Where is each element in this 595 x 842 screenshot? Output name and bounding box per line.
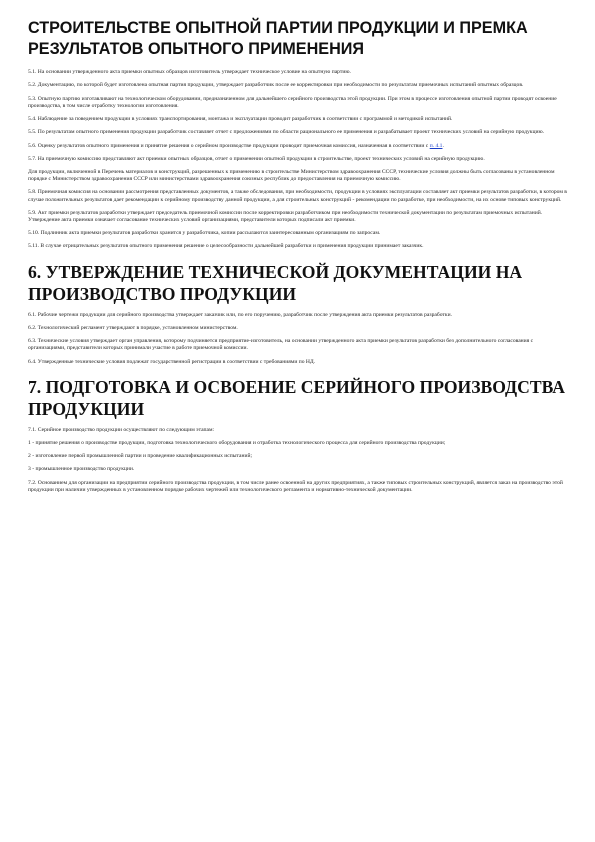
paragraph-5-1: 5.1. На основании утвержденного акта приемки опытных образцов изготовитель утверждает техническое условие на опытную партию. (28, 69, 351, 75)
paragraph-5-5: 5.5. По результатам опытного применения продукции разработчик составляет отчет с предложениями по области рационального ее применения и разрабатывает проект технических условий на серийную продукцию. (28, 129, 545, 136)
paragraph-5-6 (28, 143, 567, 150)
paragraph-note: Для продукции, включенной в Перечень материалов и конструкций, разрешенных к применению в строительстве Министерством здравоохранения СССР, технические условия должны быть согласованы в установленном порядке с Министерством здравоохранения СССР или министерствами здравоохранения союзных республик до предоставления на приемочную комиссию. (28, 169, 555, 183)
paragraph-7-1-stage-2: 2 - изготовление первой промышленной партии и проведение квалификационных испытаний; (28, 453, 253, 460)
section-7-heading: 7. ПОДГОТОВКА И ОСВОЕНИЕ СЕРИЙНОГО ПРОИЗВОДСТВА ПРОДУКЦИИ (28, 376, 565, 419)
paragraph-6-4: 6.4. Утвержденные технические условия подлежат государственной регистрации в соответствии с требованиями по НД. (28, 358, 316, 365)
paragraph-5-8: 5.8. Приемочная комиссия на основании рассмотрения представленных документов, а также обследования, при необходимости, продукции в условиях эксплуатации составляет акт приемки результатов разработки, в котором в случае положительных результатов дает рекомендации к серийному производству данной продукции, а для строительных конструкций - рекомендации по разработке, при необходимости, на их основе типовых конструкций. (28, 189, 567, 203)
page-heading: СТРОИТЕЛЬСТВЕ ОПЫТНОЙ ПАРТИИ ПРОДУКЦИИ И ПРЕМКА РЕЗУЛЬТАТОВ ОПЫТНОГО ПРИМЕНЕНИЯ (28, 19, 528, 58)
paragraph-5-7: 5.7. На приемочную комиссию представляют акт приемки опытных образцов, отчет о применении опытной продукции в строительстве, проект технических условий на серийную продукцию. (28, 155, 485, 162)
paragraph-5-3: 5.3. Опытную партию изготавливают на технологическом оборудовании, предназначенном для дальнейшего серийного производства этой продукции. При этом в процессе изготовления опытной партии проводят освоение производства, в том числе отработку технологии изготовления. (28, 95, 557, 109)
paragraph-5-10: 5.10. Подлинник акта приемки результатов разработки хранится у разработчика, копии рассылаются заинтересованным организациям по запросам. (28, 230, 381, 237)
paragraph-5-9: 5.9. Акт приемки результатов разработки утверждает председатель приемочной комиссии после корректировки разработчиком при необходимости технической документации по результатам приемочных испытаний. Утверждение акта приемки означает согласование технических условий организациями, представители которых подписали акт приемки. (28, 209, 543, 223)
paragraph-7-2: 7.2. Основанием для организации на предприятии серийного производства продукции, в том числе ранее освоенной на других предприятиях, а также типовых строительных конструкций, является заказ на производство этой продукции при наличии утвержденных в установленном порядке рабочих чертежей или технологического регламента и нормативно-технической документации. (28, 479, 563, 493)
paragraph-6-2: 6.2. Технологический регламент утверждают в порядке, установленном министерством. (28, 324, 238, 331)
paragraph-5-6-text: 5.6. Оценку результатов опытного применения и принятие решения о серийном производстве продукции проводит приемочная комиссия, назначенная в соответствии с (28, 142, 430, 149)
paragraph-6-3: 6.3. Технические условия утверждает орган управления, которому подчиняется предприятие-изготовитель, на основании утвержденного акта приемки результатов разработки без дополнительного согласования с организациями, представители которых принимали участие в работе приемочной комиссии. (28, 338, 534, 352)
section-6-heading: 6. УТВЕРЖДЕНИЕ ТЕХНИЧЕСКОЙ ДОКУМЕНТАЦИИ НА ПРОИЗВОДСТВО ПРОДУКЦИИ (28, 261, 523, 304)
paragraph-6-1: 6.1. Рабочие чертежи продукции для серийного производства утверждает заказчик или, по его поручению, разработчик после утверждения акта приемки результатов разработки. (28, 311, 452, 318)
paragraph-5-6-end: . (442, 142, 444, 149)
paragraph-5-2: 5.2. Документацию, по которой будет изготовлена опытная партия продукции, утверждает разработчик после ее корректировки при необходимости по результатам приемочных испытаний опытных образцов. (28, 82, 524, 89)
clause-4-1-link[interactable]: п. 4.1 (429, 142, 443, 149)
paragraph-5-4: 5.4. Наблюдение за поведением продукции в условиях транспортирования, монтажа и эксплуатации проводит разработчик в соответствии с программой и методикой испытаний. (28, 115, 453, 122)
paragraph-7-1-stage-1: 1 - принятие решения о производстве продукции, подготовка технологического оборудования и отработка технологического процесса для серийного производства продукции; (28, 439, 446, 446)
paragraph-7-1: 7.1. Серийное производство продукции осуществляют по следующим этапам: (28, 426, 215, 433)
paragraph-7-1-stage-3: 3 - промышленное производство продукции. (28, 466, 135, 473)
paragraph-5-11: 5.11. В случае отрицательных результатов опытного применения решение о целесообразности дальнейшей разработки и применения продукции принимает заказчик. (28, 243, 424, 250)
